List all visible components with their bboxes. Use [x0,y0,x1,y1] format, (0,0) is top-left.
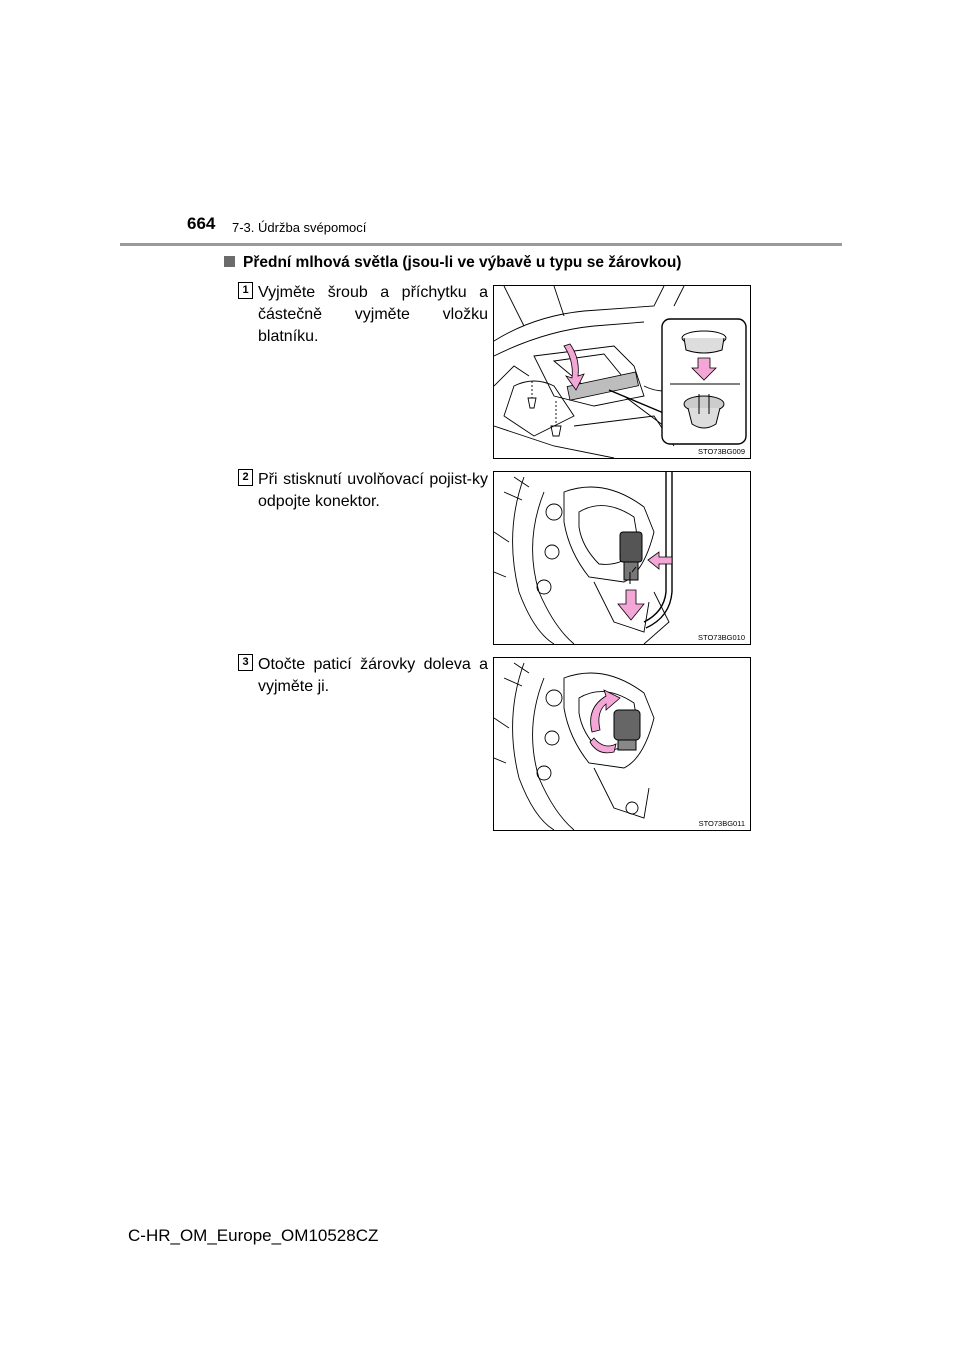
figure-step-1 [493,285,751,459]
figure-step-2 [493,471,751,645]
header-rule [120,243,842,246]
figure-2-illustration [494,472,750,644]
step-number-2: 2 [238,469,253,486]
figure-step-3 [493,657,751,831]
heading-text: Přední mlhová světla (jsou-li ve výbavě u typu se žárovkou) [243,254,682,271]
section-title: 7-3. Údržba svépomocí [232,220,367,235]
step-text-1: Vyjměte šroub a příchytku a částečně vyjměte vložku blatníku. [258,284,488,345]
step-number-3: 3 [238,654,253,671]
step-text-2: Při stisknutí uvolňovací pojist-ky odpojte konektor. [258,471,488,510]
footer-doc-code: C-HR_OM_Europe_OM10528CZ [128,1226,379,1245]
square-bullet-icon [224,256,235,267]
figure-1-illustration [494,286,750,458]
figure-code-3: STO73BG011 [698,819,745,828]
figure-code-1: STO73BG009 [698,447,745,456]
subsection-heading [224,254,681,272]
page-number: 664 [187,214,216,233]
figure-3-illustration [494,658,750,830]
figure-code-2: STO73BG010 [698,633,745,642]
step-number-1: 1 [238,282,253,299]
step-text-3: Otočte paticí žárovky doleva a vyjměte ji. [258,656,488,695]
